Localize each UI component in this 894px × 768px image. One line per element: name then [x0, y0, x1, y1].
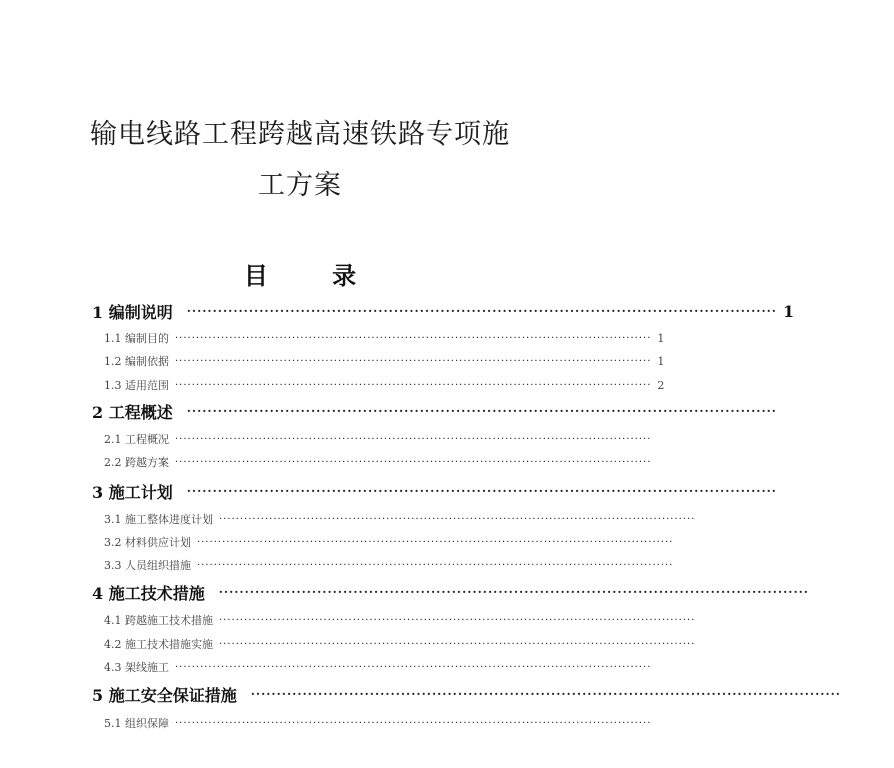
toc-entry-page: 1	[657, 354, 665, 368]
dot-leader: ··················································································································	[219, 638, 696, 650]
toc-entry-label: 3.2 材料供应计划	[104, 536, 191, 549]
toc-entry-1-2[interactable]	[0, 348, 665, 374]
toc-entry-label: 1.1 编制目的	[104, 332, 169, 345]
dot-leader: ··················································································································	[186, 404, 777, 418]
toc-entry-3-3[interactable]	[0, 552, 674, 578]
dot-leader: ··················································································································	[218, 585, 809, 599]
toc-entry-label: 2.2 跨越方案	[104, 456, 169, 469]
toc-entry-label: 1.3 适用范围	[104, 379, 169, 392]
toc-entry-4-1[interactable]	[0, 607, 696, 633]
toc-entry-1-3[interactable]	[0, 372, 665, 398]
toc-entry-label: 1.2 编制依据	[104, 355, 169, 368]
toc-entry-label: 5.1 组织保障	[104, 717, 169, 730]
toc-entry-label: 3.3 人员组织措施	[104, 559, 191, 572]
toc-entry-label: 4.3 架线施工	[104, 661, 169, 674]
toc-entry-label: 2.1 工程概况	[104, 433, 169, 446]
toc-entry-label: 2 工程概述	[92, 402, 173, 422]
toc-entry-section-1[interactable]	[0, 298, 795, 324]
toc-entry-5-1[interactable]	[0, 710, 652, 736]
dot-leader: ··················································································································	[219, 614, 696, 626]
toc-entry-section-4[interactable]	[0, 579, 809, 605]
toc-entry-section-2[interactable]	[0, 398, 777, 424]
toc-entry-label: 5 施工安全保证措施	[92, 685, 237, 705]
dot-leader: ··················································································································	[175, 661, 652, 673]
dot-leader: ··················································································································	[175, 433, 652, 445]
toc-entry-label: 4 施工技术措施	[92, 583, 205, 603]
toc-entry-label: 4.2 施工技术措施实施	[104, 638, 213, 651]
toc-entry-section-3[interactable]	[0, 478, 777, 504]
toc-entry-label: 4.1 跨越施工技术措施	[104, 614, 213, 627]
toc-entry-2-2[interactable]	[0, 449, 652, 475]
dot-leader: ··················································································································	[197, 559, 674, 571]
toc-entry-label: 3.1 施工整体进度计划	[104, 513, 213, 526]
dot-leader: ··················································································································	[197, 536, 674, 548]
document-title-line1: 输电线路工程跨越高速铁路专项施	[90, 119, 510, 150]
toc-entry-4-3[interactable]	[0, 654, 652, 680]
dot-leader: ··················································································································	[175, 456, 652, 468]
dot-leader: ··················································································································	[186, 484, 777, 498]
dot-leader: ··················································································································	[219, 513, 696, 525]
dot-leader: ··················································································································	[250, 687, 841, 701]
dot-leader: ··················································································································	[175, 332, 652, 344]
toc-entry-page: 2	[657, 378, 665, 392]
document-title-line2: 工方案	[258, 170, 342, 201]
dot-leader: ··················································································································	[186, 304, 777, 318]
dot-leader: ··················································································································	[175, 355, 652, 367]
toc-entry-page: 1	[782, 301, 795, 321]
dot-leader: ··················································································································	[175, 379, 652, 391]
toc-entry-section-5[interactable]	[0, 681, 841, 707]
toc-heading: 目 录	[243, 261, 385, 290]
toc-entry-label: 3 施工计划	[92, 482, 173, 502]
toc-entry-page: 1	[657, 331, 665, 345]
dot-leader: ··················································································································	[175, 717, 652, 729]
toc-entry-label: 1 编制说明	[92, 302, 173, 322]
